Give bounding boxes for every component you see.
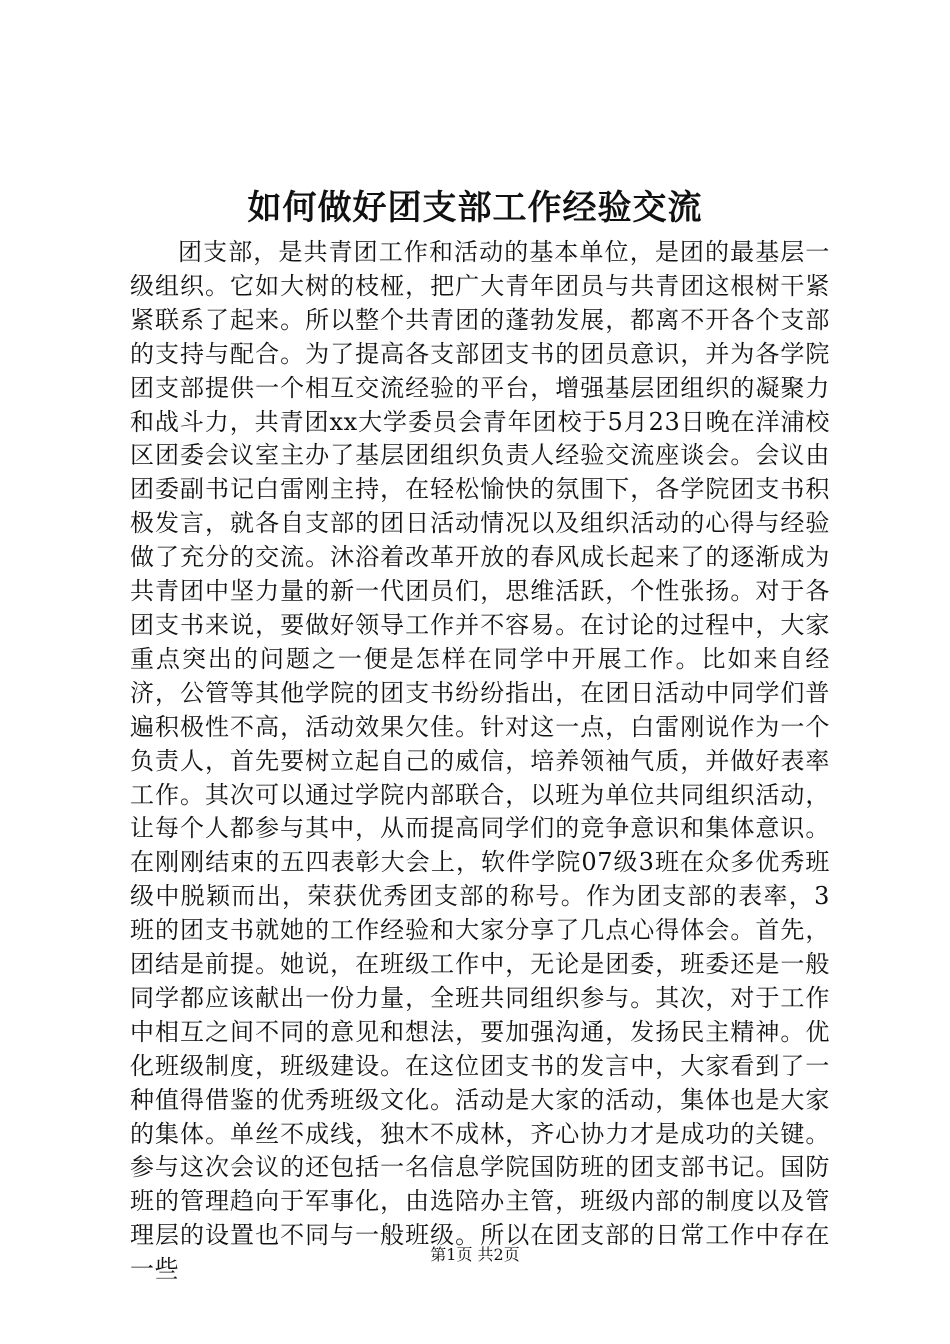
body-paragraph: 团支部，是共青团工作和活动的基本单位，是团的最基层一级组织。它如大树的枝桠，把广大青年团员与共青团这根树干紧紧联系了起来。所以整个共青团的蓬勃发展，都离不开各个支部的支持与配合。为了提高各支部团支书的团员意识，并为各学院团支部提供一个相互交流经验的平台，增强基层团组织的凝聚力和战斗力，共青团xx大学委员会青年团校于5月23日晚在洋浦校区团委会议室主办了基层团组织负责人经验交流座谈会。会议由团委副书记白雷刚主持，在轻松愉快的氛围下，各学院团支书积极发言，就各自支部的团日活动情况以及组织活动的心得与经验做了充分的交流。沐浴着改革开放的春风成长起来了的逐渐成为共青团中坚力量的新一代团员们，思维活跃，个性张扬。对于各团支书来说，要做好领导工作并不容易。在讨论的过程中，大家重点突出的问题之一便是怎样在同学中开展工作。比如来自经济，公管等其他学院的团支书纷纷指出，在团日活动中同学们普遍积极性不高，活动效果欠佳。针对这一点，白雷刚说作为一个负责人，首先要树立起自己的威信，培养领袖气质，并做好表率工作。其次可以通过学院内部联合，以班为单位共同组织活动，让每个人都参与其中，从而提高同学们的竞争意识和集体意识。在刚刚结束的五四表彰大会上，软件学院07级3班在众多优秀班级中脱颖而出，荣获优秀团支部的称号。作为团支部的表率，3班的团支书就她的工作经验和大家分享了几点心得体会。首先，团结是前提。她说，在班级工作中，无论是团委，班委还是一般同学都应该献出一份力量，全班共同组织参与。其次，对于工作中相互之间不同的意见和想法，要加强沟通，发扬民主精神。优化班级制度，班级建设。在这位团支书的发言中，大家看到了一种值得借鉴的优秀班级文化。活动是大家的活动，集体也是大家的集体。单丝不成线，独木不成林，齐心协力才是成功的关键。参与这次会议的还包括一名信息学院国防班的团支部书记。国防班的管理趋向于军事化，由选陪办主管，班级内部的制度以及管理层的设置也不同与一般班级。所以在团支部的日常工作中存在一些 <box>130 238 830 1284</box>
page-footer: 第1页 共2页 <box>430 1245 520 1264</box>
document-title: 如何做好团支部工作经验交流 <box>247 188 703 228</box>
